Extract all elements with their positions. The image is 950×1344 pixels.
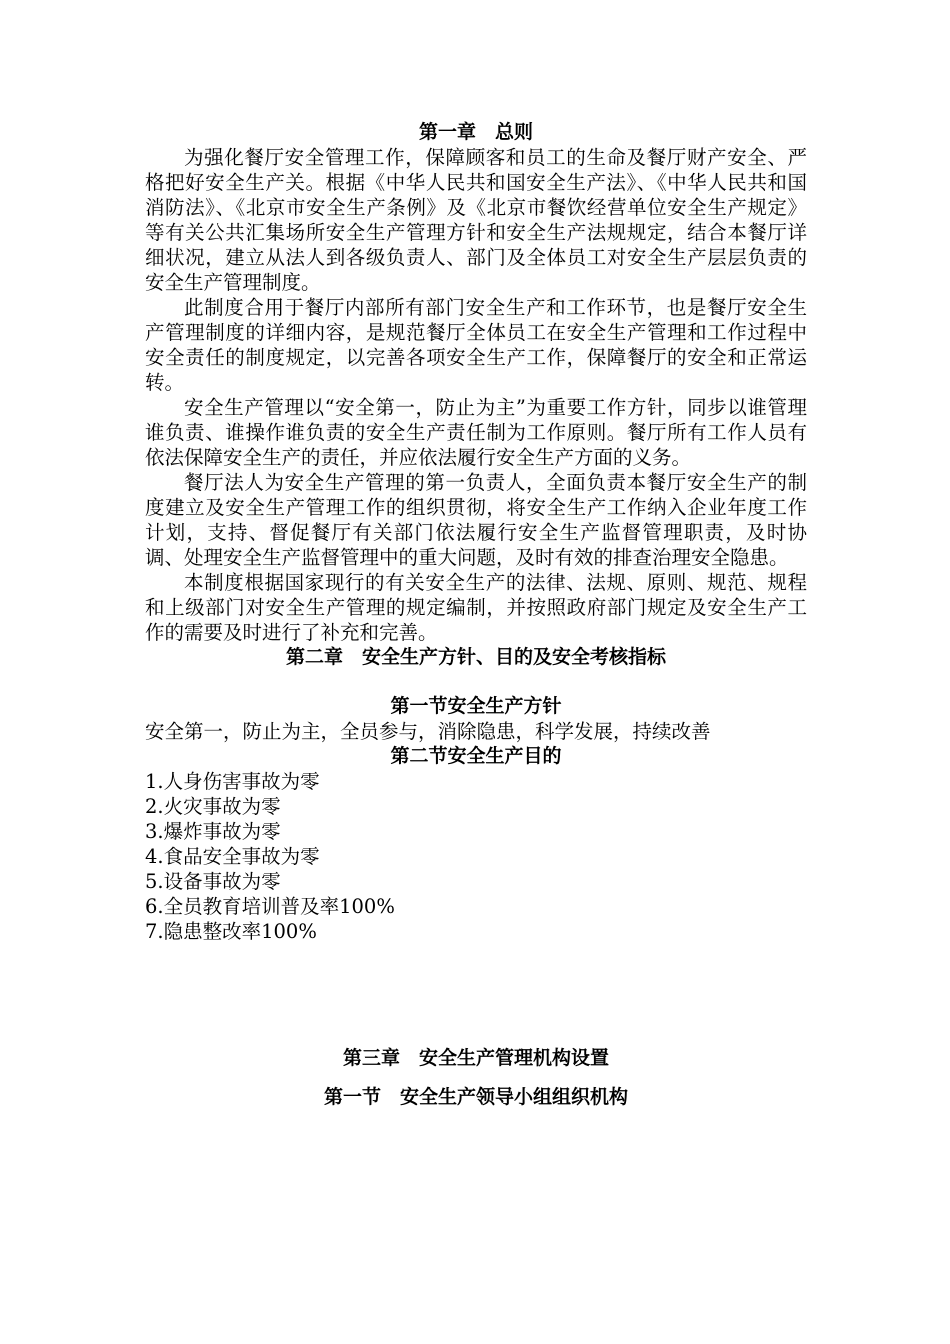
chapter-1-paragraph: 此制度合用于餐厅内部所有部门安全生产和工作环节，也是餐厅安全生产管理制度的详细内容，是规范餐厅全体员工在安全生产管理和工作过程中安全责任的制度规定，以完善各项安全生产工作，保障餐厅的安全和正常运转。 [145, 296, 807, 394]
list-item: 1.人身伤害事故为零 [145, 770, 320, 793]
spacer [145, 670, 807, 694]
list-item: 5.设备事故为零 [145, 870, 281, 893]
list-item: 6.全员教育培训普及率100% [145, 895, 395, 918]
spacer [145, 944, 807, 1046]
chapter-2-title: 第二章 安全生产方针、目的及安全考核指标 [285, 646, 666, 668]
list-item: 4.食品安全事故为零 [145, 845, 320, 868]
chapter-1-paragraph: 本制度根据国家现行的有关安全生产的法律、法规、原则、规范、规程和上级部门对安全生产管理的规定编制，并按照政府部门规定及安全生产工作的需要及时进行了补充和完善。 [145, 571, 807, 644]
safety-policy-text: 安全第一，防止为主，全员参与，消除隐患，科学发展，持续改善 [145, 720, 711, 743]
list-item: 3.爆炸事故为零 [145, 820, 281, 843]
safety-targets-list [145, 769, 807, 944]
chapter-2-section-2-title: 第二节安全生产目的 [390, 745, 562, 767]
chapter-1-paragraph: 餐厅法人为安全生产管理的第一负责人，全面负责本餐厅安全生产的制度建立及安全生产管理工作的组织贯彻，将安全生产工作纳入企业年度工作计划，支持、督促餐厅有关部门依法履行安全生产监督管理职责，及时协调、处理安全生产监督管理中的重大问题，及时有效的排查治理安全隐患。 [145, 471, 807, 569]
chapter-3-title: 第三章 安全生产管理机构设置 [342, 1047, 609, 1069]
chapter-3-section-1-title: 第一节 安全生产领导小组组织机构 [323, 1086, 628, 1108]
spacer [145, 1071, 807, 1085]
list-item: 2.火灾事故为零 [145, 795, 281, 818]
chapter-2-section-1-title: 第一节安全生产方针 [390, 695, 562, 717]
chapter-1-paragraph: 为强化餐厅安全管理工作，保障顾客和员工的生命及餐厅财产安全、严格把好安全生产关。根据《中华人民共和国安全生产法》、《中华人民共和国消防法》、《北京市安全生产条例》及《北京市餐饮经营单位安全生产规定》等有关公共汇集场所安全生产管理方针和安全生产法规规定，结合本餐厅详细状况，建立从法人到各级负责人、部门及全体员工对安全生产层层负责的安全生产管理制度。 [145, 146, 807, 294]
chapter-1-paragraph: 安全生产管理以“安全第一，防止为主”为重要工作方针，同步以谁管理谁负责、谁操作谁负责的安全生产责任制为工作原则。餐厅所有工作人员有依法保障安全生产的责任，并应依法履行安全生产方面的义务。 [145, 396, 807, 469]
document-page [145, 120, 807, 1110]
list-item: 7.隐患整改率100% [145, 920, 317, 943]
chapter-1-title: 第一章 总则 [418, 121, 533, 143]
